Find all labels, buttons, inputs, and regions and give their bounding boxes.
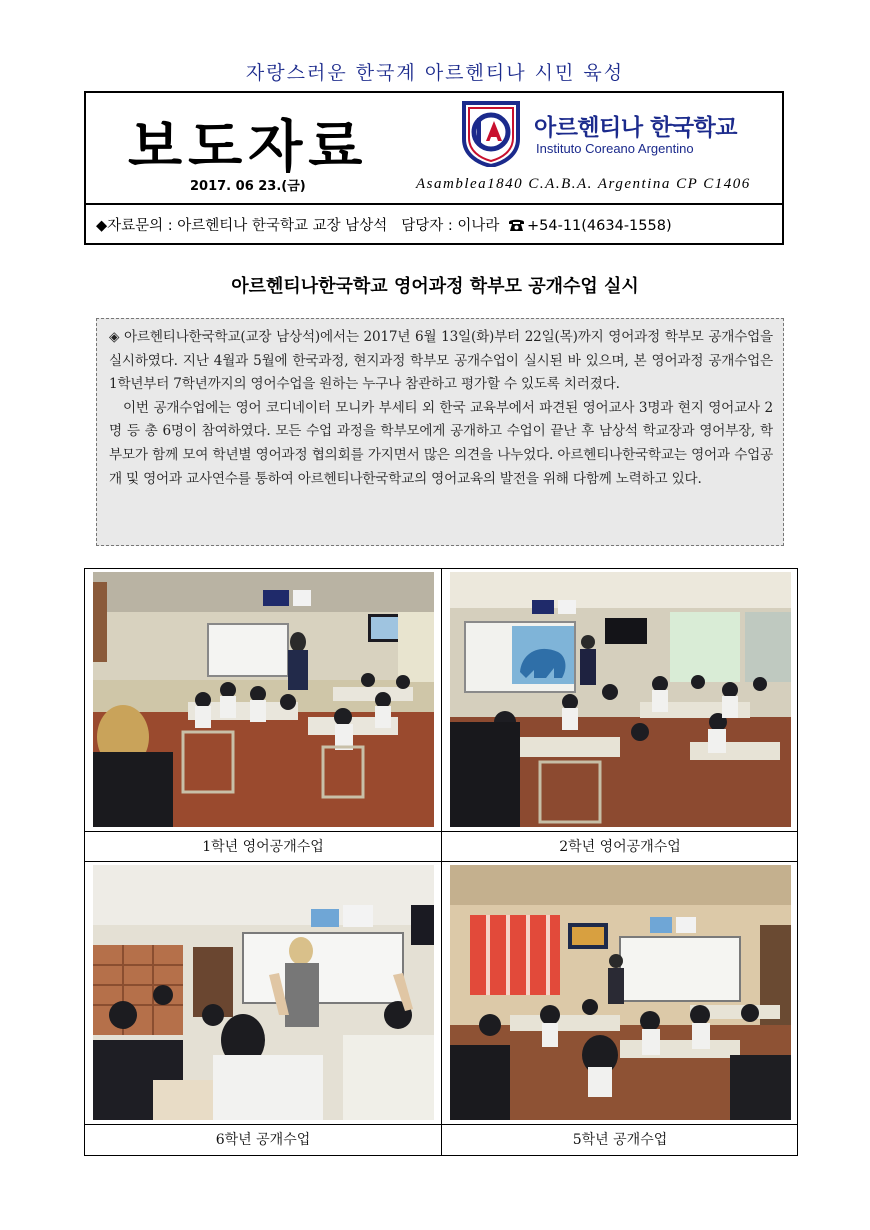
photo-grade1-caption: 1학년 영어공개수업 xyxy=(202,839,324,855)
contact-inquiry: ◆자료문의 : 아르헨티나 한국학교 교장 남상석 xyxy=(96,218,388,234)
photo-grade5-caption: 5학년 공개수업 xyxy=(572,1132,668,1148)
grid-divider-vertical xyxy=(441,569,442,1155)
article-summary xyxy=(96,318,784,546)
school-name-spanish: Instituto Coreano Argentino xyxy=(536,141,694,156)
photo-grade5-class xyxy=(450,865,791,1120)
press-release-title: 보도자료 xyxy=(128,115,369,180)
contact-row xyxy=(96,214,672,235)
contact-phone: +54-11(4634-1558) xyxy=(526,218,672,234)
telephone-icon xyxy=(508,218,525,232)
photo-grade6-class xyxy=(93,865,434,1120)
school-name-korean: 아르헨티나 한국학교 xyxy=(534,115,737,141)
summary-paragraph-1: ◈ 아르헨티나한국학교(교장 남상석)에서는 2017년 6월 13일(화)부터 22일(목)까지 영어과정 학부모 공개수업을 실시하였다. 지난 4월과 5월에 한국과정, 현지과정 학부모 공개수업이 실시된 바 있으며, 본 영어과정 공개수업은 1학년부터 7학년까지의 영어수업을 원하는 누구나 참관하고 평가할 수 있도록 치러졌다. xyxy=(109,329,773,393)
photo-grade2-caption: 2학년 영어공개수업 xyxy=(559,839,681,855)
photo-grid xyxy=(84,568,798,1156)
release-date: 2017. 06 23.(금) xyxy=(190,179,306,194)
slogan: 자랑스러운 한국계 아르헨티나 시민 육성 xyxy=(245,62,625,84)
photo-grade2-class xyxy=(450,572,791,827)
school-address: Asamblea1840 C.A.B.A. Argentina CP C1406 xyxy=(416,176,751,192)
contact-person: 담당자 : 이나라 xyxy=(401,218,500,234)
press-header xyxy=(84,91,784,245)
photo-grade1-class xyxy=(93,572,434,827)
article-headline: 아르헨티나한국학교 영어과정 학부모 공개수업 실시 xyxy=(231,276,639,297)
header-divider xyxy=(86,203,782,205)
summary-paragraph-2: 이번 공개수업에는 영어 코디네이터 모니카 부세티 외 한국 교육부에서 파견된 영어교사 3명과 현지 영어교사 2명 등 총 6명이 참여하였다. 모든 수업 과정을 학부모에게 공개하고 수업이 끝난 후 남상석 학교장과 영어부장, 학부모가 함께 모여 학년별 영어과정 협의회를 가지면서 많은 의견을 나누었다. 아르헨티나한국학교는 영어과 수업공개 및 영어과 교사연수를 통하여 아르헨티나한국학교의 영어교육의 발전을 위해 다함께 노력하고 있다. xyxy=(109,399,773,487)
school-emblem-icon xyxy=(458,99,524,167)
photo-grade6-caption: 6학년 공개수업 xyxy=(215,1132,311,1148)
header-top xyxy=(86,93,782,205)
